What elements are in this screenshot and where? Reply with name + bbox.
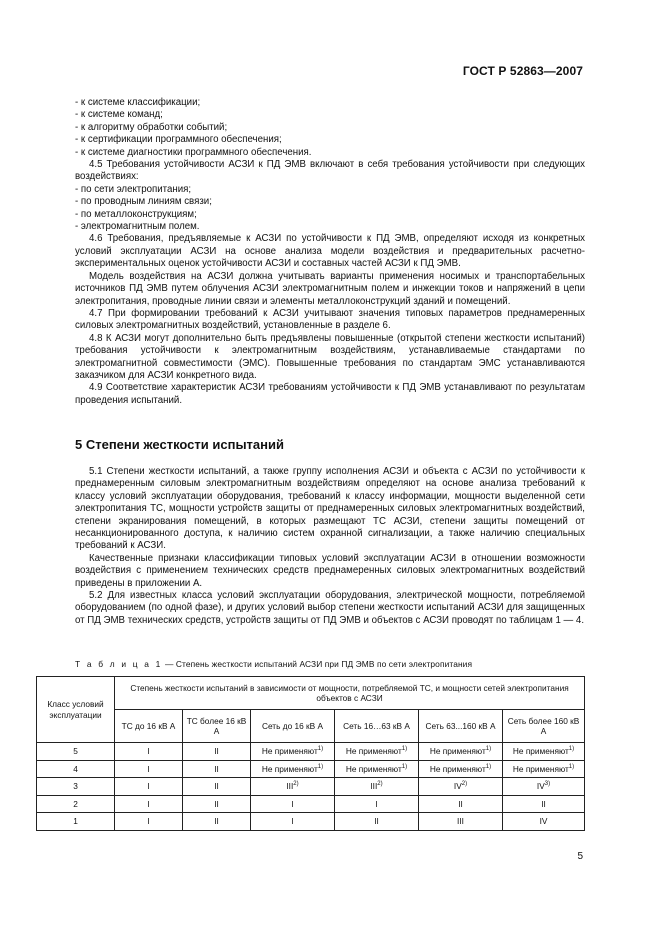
cell-value: I <box>291 816 294 826</box>
list-item: - по металлоконструкциям; <box>75 208 197 220</box>
cell-value: Не применяют <box>261 763 318 774</box>
cell-value: III <box>457 816 464 826</box>
table-1-label: Т а б л и ц а 1 <box>75 659 163 669</box>
table-cell <box>335 778 419 796</box>
table-cell <box>183 743 251 761</box>
cell-value: IV <box>453 781 462 791</box>
paragraph-4-9: 4.9 Соответствие характеристик АСЗИ требованиям устойчивости к ПД ЭМВ устанавливают по результатам проведения испытаний. <box>75 382 585 406</box>
table-row <box>37 778 585 796</box>
cell-value: Не применяют <box>429 763 486 774</box>
section-5-title: 5 Степени жесткости испытаний <box>75 437 284 452</box>
table-cell <box>115 743 183 761</box>
column-header: Сеть 63...160 кВ А <box>419 710 503 743</box>
footnote-ref: 3) <box>544 781 551 788</box>
footnote-ref: 1) <box>317 746 324 753</box>
column-header: ТС более 16 кВ А <box>183 710 251 743</box>
table-cell <box>335 795 419 813</box>
table-cell <box>115 778 183 796</box>
list-item: - к системе диагностики программного обеспечения. <box>75 146 312 158</box>
class-cell: 1 <box>37 813 115 831</box>
cell-value: I <box>147 816 150 826</box>
cell-value: II <box>214 816 219 826</box>
table-1-body <box>37 743 585 831</box>
clause-5-text <box>75 466 585 627</box>
table-row <box>37 760 585 778</box>
footnote-ref: 2) <box>461 781 468 788</box>
cell-value: Не применяют <box>429 746 486 756</box>
cell-value: I <box>147 746 150 756</box>
table-1-title: — Степень жесткости испытаний АСЗИ при ПД ЭМВ по сети электропитания <box>162 659 473 669</box>
footnote-ref: 1) <box>485 746 492 753</box>
paragraph-4-7: 4.7 При формировании требований к АСЗИ учитывают значения типовых параметров преднамеренных силовых электромагнитных воздействий, установленные в разделе 6. <box>75 307 585 332</box>
table-cell <box>419 813 503 831</box>
table-row <box>37 795 585 813</box>
cell-value: II <box>214 746 219 756</box>
paragraph-5-1: 5.1 Степени жесткости испытаний, а также группу исполнения АСЗИ и объекта с АСЗИ по устойчивости к преднамеренным силовым электромагнитным воздействиям определяют на основе анализа требований к классу условий эксплуатации оборудования, требований к классу информации, мощности выделенной сети электропитания ТС, мощности устройств защиты от преднамеренных силовых электромагнитных воздействий, степени экранирования помещений, в которых размещают ТС АСЗИ, степени защиты помещений от несанкционированного доступа, к наличию систем охранной сигнализации, а также наличию специальных требований к АСЗИ. <box>75 466 585 552</box>
class-cell: 2 <box>37 795 115 813</box>
cell-value: I <box>147 781 150 791</box>
table-cell <box>251 760 335 778</box>
table-cell <box>251 778 335 796</box>
severity-group-header: Степень жесткости испытаний в зависимости от мощности, потребляемой ТС, и мощности сетей электропитания объектов с АСЗИ <box>115 677 585 710</box>
list-item: - к системе классификации; <box>75 97 201 108</box>
table-cell <box>251 743 335 761</box>
table-cell <box>335 760 419 778</box>
footnote-ref: 1) <box>317 763 324 770</box>
table-cell <box>503 743 585 761</box>
table-cell <box>115 813 183 831</box>
paragraph-4-5: 4.5 Требования устойчивости АСЗИ к ПД ЭМВ включают в себя требования устойчивости при следующих воздействиях: <box>75 159 585 183</box>
table-cell <box>251 813 335 831</box>
list-item: - по сети электропитания; <box>75 183 192 195</box>
footnote-ref: 1) <box>401 746 408 753</box>
paragraph-5-1-features: Качественные признаки классификации типовых условий эксплуатации АСЗИ в отношении возможности воздействия с применением технических средств преднамеренных силовых электромагнитных воздействий приведены в приложении А. <box>75 552 585 589</box>
cell-value: III <box>370 781 378 791</box>
cell-value: Не применяют <box>512 763 569 774</box>
page-number: 5 <box>577 851 583 862</box>
standard-code: ГОСТ Р 52863—2007 <box>462 64 583 78</box>
class-cell: 3 <box>37 778 115 796</box>
table-cell <box>419 778 503 796</box>
table-cell <box>251 795 335 813</box>
column-header: ТС до 16 кВ А <box>115 710 183 743</box>
cell-value: IV <box>539 816 548 826</box>
cell-value: II <box>458 798 463 809</box>
table-cell <box>503 778 585 796</box>
footnote-ref: 1) <box>401 763 408 770</box>
cell-value: Не применяют <box>512 746 569 756</box>
cell-value: Не применяют <box>345 746 402 756</box>
footnote-ref: 2) <box>293 781 299 788</box>
cell-value: II <box>214 798 219 809</box>
table-row <box>37 743 585 761</box>
table-cell <box>183 778 251 796</box>
list-item: - электромагнитным полем. <box>75 221 200 233</box>
table-cell <box>115 795 183 813</box>
footnote-ref: 1) <box>568 746 575 753</box>
table-row <box>37 813 585 831</box>
table-cell <box>419 795 503 813</box>
cell-value: III <box>286 781 294 791</box>
column-header: Сеть более 160 кВ А <box>503 710 585 743</box>
table-cell <box>419 760 503 778</box>
cell-value: II <box>214 781 219 791</box>
footnote-ref: 1) <box>568 763 575 770</box>
cell-value: Не применяют <box>345 763 402 774</box>
table-cell <box>503 760 585 778</box>
paragraph-5-2: 5.2 Для известных класса условий эксплуатации оборудования, электрической мощности, потребляемой оборудованием (по одной фазе), и других условий выбор степени жесткости испытаний АСЗИ для защищенных от ПД ЭМВ технических средств, устройств защиты от ПД ЭМВ и объектов с АСЗИ проводят по таблицам 1 — 4. <box>75 590 585 626</box>
table-cell <box>183 760 251 778</box>
list-item: - к сертификации программного обеспечения; <box>75 134 282 146</box>
class-cell: 5 <box>37 743 115 761</box>
table-cell <box>183 795 251 813</box>
paragraph-4-8: 4.8 К АСЗИ могут дополнительно быть предъявлены повышенные (открытой степени жесткости испытаний) требования устойчивости к электромагнитным воздействиям, устанавливаемые стандартами по электромагнитной совместимости (ЭМС). Повышенные требования по стандартам ЭМС устанавливаются заказчиком для АСЗИ конкретного вида. <box>75 332 585 381</box>
cell-value: I <box>291 798 294 809</box>
table-cell <box>503 795 585 813</box>
table-1 <box>36 676 585 831</box>
cell-value: Не применяют <box>261 746 318 756</box>
table-cell <box>419 743 503 761</box>
footnote-ref: 2) <box>377 781 383 788</box>
footnote-ref: 1) <box>485 763 492 770</box>
list-item: - к системе команд; <box>75 109 163 121</box>
clause-4-text <box>75 97 585 407</box>
paragraph-4-6-model: Модель воздействия на АСЗИ должна учитывать варианты применения носимых и транспортабельных источников ПД ЭМВ путем облучения АСЗИ электромагнитным полем и инжекции токов и напряжений в цепи электропитания, проводные линии связи и элементы металлоконструкций зданий и помещений. <box>75 270 585 307</box>
cell-value: II <box>374 816 379 826</box>
cell-value: II <box>214 763 219 774</box>
cell-value: IV <box>536 781 545 791</box>
cell-value: I <box>147 798 150 809</box>
class-header: Класс условий эксплуатации <box>37 677 115 743</box>
cell-value: I <box>147 763 150 774</box>
table-cell <box>335 813 419 831</box>
table-cell <box>335 743 419 761</box>
column-header: Сеть до 16 кВ А <box>251 710 335 743</box>
list-item: - по проводным линиям связи; <box>75 196 212 208</box>
class-cell: 4 <box>37 760 115 778</box>
cell-value: I <box>375 798 378 809</box>
table-cell <box>503 813 585 831</box>
list-item: - к алгоритму обработки событий; <box>75 121 228 133</box>
cell-value: II <box>541 798 546 809</box>
paragraph-4-6: 4.6 Требования, предъявляемые к АСЗИ по устойчивости к ПД ЭМВ, определяют исходя из конкретных условий эксплуатации АСЗИ на основе анализа модели воздействия и предварительных расчетно-экспериментальных оценок устойчивости АСЗИ и составных частей АСЗИ к ПД ЭМВ. <box>75 233 585 270</box>
table-cell <box>115 760 183 778</box>
table-cell <box>183 813 251 831</box>
table-1-caption <box>75 659 472 669</box>
column-header: Сеть 16…63 кВ А <box>335 710 419 743</box>
